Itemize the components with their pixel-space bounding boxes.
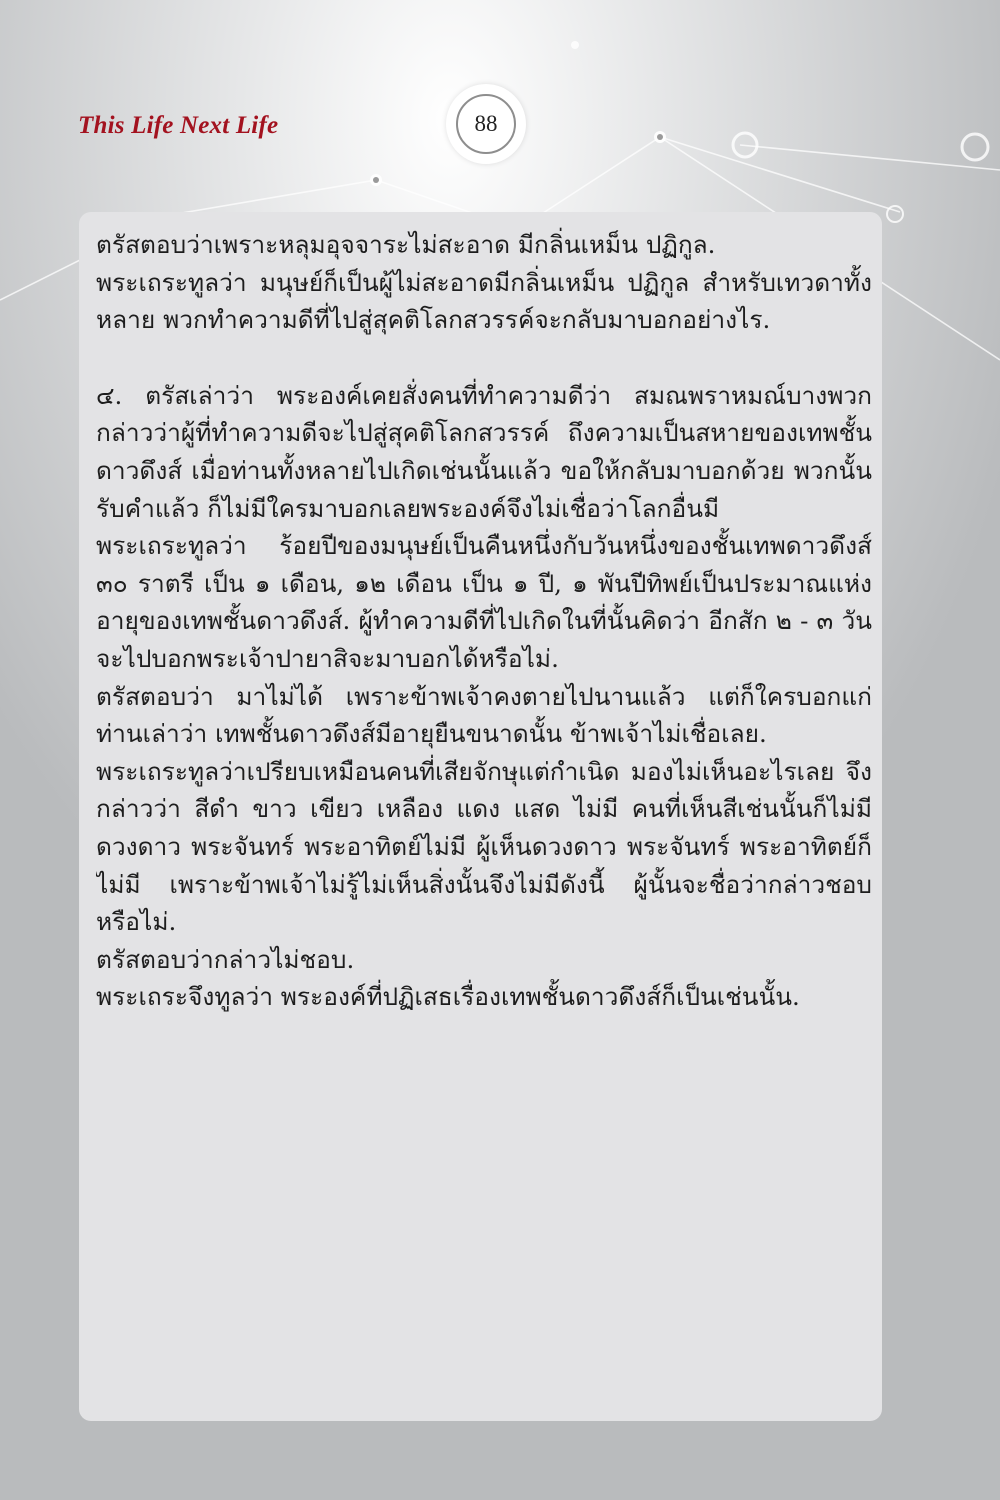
running-header-title: This Life Next Life [78, 112, 279, 139]
page-number: 88 [456, 94, 516, 154]
paragraph: พระเถระทูลว่าเปรียบเหมือนคนที่เสียจักษุแต่กำเนิด มองไม่เห็นอะไรเลย จึงกล่าวว่า สีดำ ขาว เขียว เหลือง แดง แสด ไม่มี คนที่เห็นสีเช่นนั้นก็ไม่มี ดวงดาว พระจันทร์ พระอาทิตย์ไม่มี ผู้เห็นดวงดาว พระจันทร์ พระอาทิตย์ก็ไม่มี เพราะข้าพเจ้าไม่รู้ไม่เห็นสิ่งนั้นจึงไม่มีดังนี้ ผู้นั้นจะชื่อว่ากล่าวชอบหรือไม่. [96, 756, 872, 937]
paragraph: ๔. ตรัสเล่าว่า พระองค์เคยสั่งคนที่ทำความดีว่า สมณพราหมณ์บางพวกกล่าวว่าผู้ที่ทำความดีจะไปสู่สุคติโลกสวรรค์ ถึงความเป็นสหายของเทพชั้นดาวดึงส์ เมื่อท่านทั้งหลายไปเกิดเช่นนั้นแล้ว ขอให้กลับมาบอกด้วย พวกนั้นรับคำแล้ว ก็ไม่มีใครมาบอกเลยพระองค์จึงไม่เชื่อว่าโลกอื่นมี [96, 380, 872, 523]
page-number-badge [446, 84, 526, 164]
paragraph-gap [96, 339, 872, 377]
paragraph: ตรัสตอบว่ากล่าวไม่ชอบ. [96, 944, 355, 974]
paragraph: ตรัสตอบว่าเพราะหลุมอุจจาระไม่สะอาด มีกลิ่นเหม็น ปฏิกูล. [96, 230, 716, 259]
body-text [96, 226, 872, 1416]
paragraph: พระเถระทูลว่า ร้อยปีของมนุษย์เป็นคืนหนึ่งกับวันหนึ่งของชั้นเทพดาวดึงส์ ๓๐ ราตรี เป็น ๑ เดือน, ๑๒ เดือน เป็น ๑ ปี, ๑ พันปีทิพย์เป็นประมาณแห่งอายุของเทพชั้นดาวดึงส์. ผู้ทำความดีที่ไปเกิดในที่นั้นคิดว่า อีกสัก ๒ - ๓ วัน จะไปบอกพระเจ้าปายาสิจะมาบอกได้หรือไม่. [96, 531, 872, 673]
paragraph: พระเถระจึงทูลว่า พระองค์ที่ปฏิเสธเรื่องเทพชั้นดาวดึงส์ก็เป็นเช่นนั้น. [96, 982, 800, 1012]
paragraph: ตรัสตอบว่า มาไม่ได้ เพราะข้าพเจ้าคงตายไปนานแล้ว แต่ก็ใครบอกแก่ท่านเล่าว่า เทพชั้นดาวดึงส์มีอายุยืนขนาดนั้น ข้าพเจ้าไม่เชื่อเลย. [96, 681, 872, 749]
paragraph: พระเถระทูลว่า มนุษย์ก็เป็นผู้ไม่สะอาดมีกลิ่นเหม็น ปฏิกูล สำหรับเทวดาทั้งหลาย พวกทำความดีที่ไปสู่สุคติโลกสวรรค์จะกลับมาบอกอย่างไร. [96, 267, 872, 335]
